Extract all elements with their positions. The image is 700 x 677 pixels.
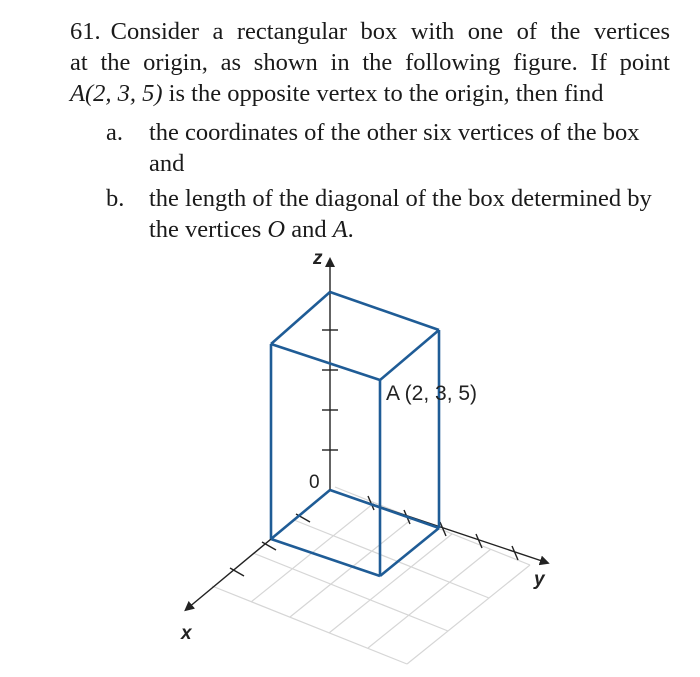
point-a-expression: A(2, 3, 5) [70, 80, 163, 107]
rectangular-box [271, 292, 439, 576]
problem-number: 61. [70, 18, 101, 45]
problem-text-3: is the opposite vertex to the origin, then find [162, 80, 604, 107]
sub-question-marker: a. [106, 119, 123, 146]
text-fragment: and [285, 216, 333, 243]
sub-question-text: the length of the diagonal of the box determined by [149, 185, 652, 212]
xy-grid [212, 487, 530, 664]
sub-question-text: the coordinates of the other six vertices of the box [149, 119, 640, 146]
vertex-a: A [332, 216, 348, 243]
problem-line-2: at the origin, as shown in the following figure. If point [70, 49, 670, 76]
problem-text-1: Consider a rectangular box with one of the vertices [110, 18, 670, 45]
sub-question-text: and [149, 150, 185, 177]
y-axis-label: y [534, 569, 545, 590]
text-fragment: the vertices [149, 216, 268, 243]
point-a-label: A (2, 3, 5) [386, 382, 478, 405]
sub-question-marker: b. [106, 185, 125, 212]
origin-label: 0 [309, 472, 320, 493]
z-axis-label: z [313, 248, 323, 269]
vertex-o: O [267, 216, 286, 243]
text-fragment: . [347, 216, 354, 243]
x-axis-label: x [181, 623, 192, 644]
